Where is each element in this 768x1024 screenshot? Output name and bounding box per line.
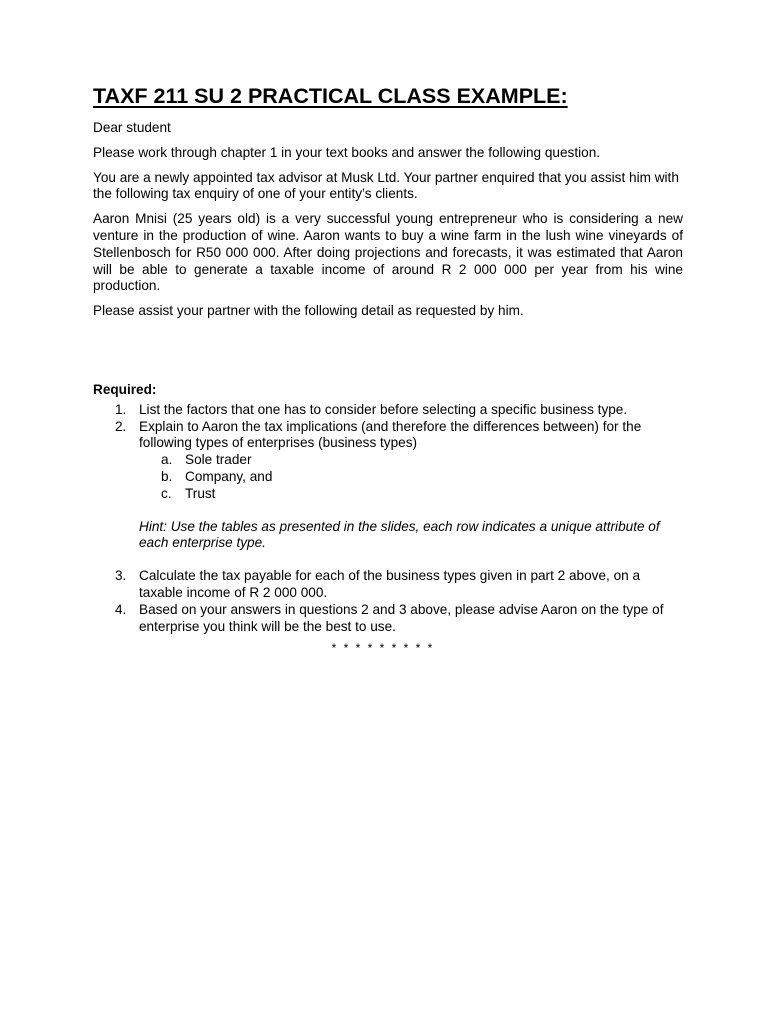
sub-item-text: Sole trader: [185, 452, 252, 468]
question-text: Explain to Aaron the tax implications (and therefore the differences between) for the following types of enterprises (business types): [139, 418, 642, 451]
document-title: TAXF 211 SU 2 PRACTICAL CLASS EXAMPLE:: [93, 84, 568, 108]
question-item: [93, 402, 683, 419]
paragraph-instructions: Please work through chapter 1 in your text books and answer the following question.: [93, 144, 601, 160]
question-text: Based on your answers in questions 2 and 3 above, please advise Aaron on the type of enterprise you think will be the best to use.: [139, 601, 664, 634]
sub-item-letter: b.: [161, 468, 173, 484]
paragraph-scenario: Aaron Mnisi (25 years old) is a very successful young entrepreneur who is considering a new venture in the production of wine. Aaron wants to buy a wine farm in the lush wine vineyards of Stellenbosch for R50 000 000. After doing projections and forecasts, it was estimated that Aaron will be able to generate a taxable income of around R 2 000 000 per year from his wine production.: [93, 211, 683, 294]
question-item: [93, 568, 683, 602]
document-page: [93, 82, 683, 655]
enterprise-types-list: [139, 452, 683, 502]
question-item: [93, 602, 683, 636]
greeting: Dear student: [93, 120, 171, 135]
question-number: 3.: [115, 568, 127, 584]
required-heading: Required:: [93, 381, 157, 397]
sub-item-text: Company, and: [185, 468, 273, 484]
paragraph-request: Please assist your partner with the following detail as requested by him.: [93, 303, 524, 319]
questions-list: [93, 402, 683, 636]
question-number: 2.: [115, 418, 127, 434]
sub-item-letter: a.: [161, 452, 173, 468]
question-number: 4.: [115, 601, 127, 617]
sub-item-letter: c.: [161, 485, 172, 501]
end-of-document-marker: * * * * * * * * *: [331, 641, 435, 656]
sub-item: [139, 469, 683, 486]
spacer: [93, 328, 683, 382]
sub-item: [139, 452, 683, 469]
question-item: [93, 419, 683, 553]
question-number: 1.: [115, 401, 127, 417]
hint-text: Hint: Use the tables as presented in the slides, each row indicates a unique attribute of each enterprise type.: [139, 518, 660, 551]
question-text: Calculate the tax payable for each of the business types given in part 2 above, on a taxable income of R 2 000 000.: [139, 568, 641, 600]
sub-item: [139, 486, 683, 503]
question-text: List the factors that one has to consider before selecting a specific business type.: [139, 401, 628, 417]
paragraph-context: You are a newly appointed tax advisor at Musk Ltd. Your partner enquired that you assist him with the following tax enquiry of one of your entity’s clients.: [93, 169, 679, 202]
sub-item-text: Trust: [185, 485, 216, 501]
